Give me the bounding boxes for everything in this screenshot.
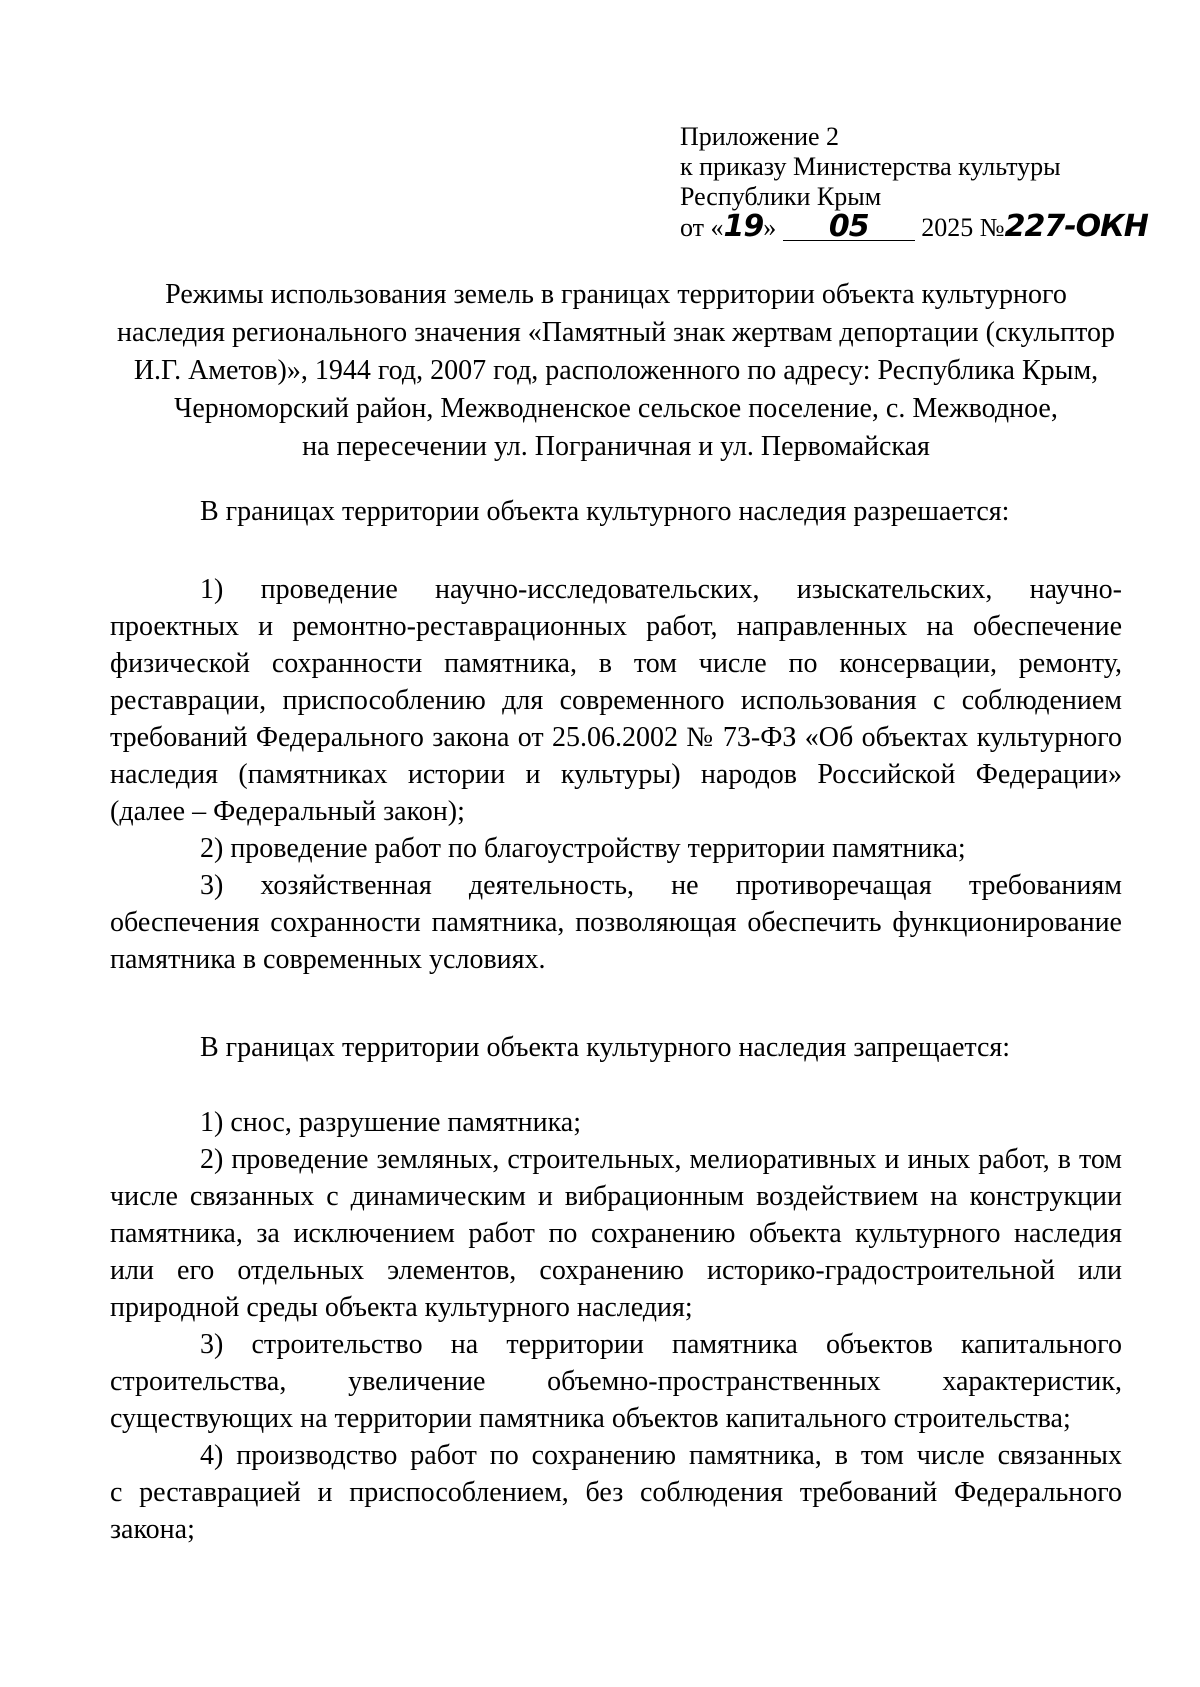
title-line: наследия регионального значения «Памятный знак жертвам депортации (скульптор xyxy=(117,317,1115,348)
document-title xyxy=(110,276,1122,466)
forbidden-item-4-line: с реставрацией и приспособлением, без соблюдения требований Федерального xyxy=(110,1477,1122,1508)
allowed-item-1-line: требований Федерального закона от 25.06.2002 № 73-ФЗ «Об объектах культурного xyxy=(110,722,1122,753)
date-day-handwritten: 19 xyxy=(723,209,764,244)
word: увеличение xyxy=(348,1366,486,1397)
title-line: И.Г. Аметов)», 1944 год, 2007 год, расположенного по адресу: Республика Крым, xyxy=(133,355,1099,386)
title-line: Режимы использования земель в границах территории объекта культурного xyxy=(165,279,1067,310)
word: проведение xyxy=(260,574,398,605)
word: изыскательских, xyxy=(796,574,993,605)
forbidden-list xyxy=(110,1104,1122,1548)
forbidden-item-3-second-line xyxy=(110,1363,1122,1400)
word: памятника xyxy=(672,1329,798,1360)
word: на xyxy=(450,1329,479,1360)
allowed-item-1-line: наследия (памятниках истории и культуры) народов Российской Федерации» xyxy=(110,759,1122,790)
allowed-item-1-line: реставрации, приспособлению для современного использования с соблюдением xyxy=(110,685,1122,716)
forbidden-heading: В границах территории объекта культурного наследия запрещается: xyxy=(200,1032,1011,1063)
order-number-handwritten: 227-ОКН xyxy=(1004,209,1148,244)
date-month-handwritten: 05 xyxy=(828,209,869,244)
forbidden-item-3-last: существующих на территории памятника объектов капитального строительства; xyxy=(110,1403,1071,1434)
forbidden-item-3-first-line xyxy=(110,1326,1122,1363)
word: деятельность, xyxy=(468,870,634,901)
word: капитального xyxy=(960,1329,1122,1360)
appendix-date-line xyxy=(680,209,1148,244)
forbidden-item-2-line: или его отдельных элементов, сохранению историко-градостроительной или xyxy=(110,1255,1122,1286)
allowed-list xyxy=(110,571,1122,978)
word: не xyxy=(671,870,699,901)
word: объектов xyxy=(826,1329,933,1360)
allowed-heading: В границах территории объекта культурного наследия разрешается: xyxy=(200,496,1010,527)
allowed-item-1-line: проектных и ремонтно-реставрационных работ, направленных на обеспечение xyxy=(110,611,1122,642)
word: характеристик, xyxy=(942,1366,1122,1397)
appendix-republic: Республики Крым xyxy=(680,182,882,211)
word: 1) xyxy=(200,574,224,605)
allowed-item-1-last: (далее – Федеральный закон); xyxy=(110,796,465,827)
forbidden-item-2-line: числе связанных с динамическим и вибрационным воздействием на конструкции xyxy=(110,1181,1122,1212)
date-prefix: от « xyxy=(680,213,724,242)
allowed-item-3-last: памятника в современных условиях. xyxy=(110,944,546,975)
title-line: на пересечении ул. Пограничная и ул. Первомайская xyxy=(302,431,930,462)
word: строительства, xyxy=(110,1366,287,1397)
date-year: 2025 № xyxy=(921,213,1005,242)
forbidden-item-1: 1) снос, разрушение памятника; xyxy=(200,1107,581,1138)
appendix-title: Приложение 2 xyxy=(680,122,840,151)
word: хозяйственная xyxy=(260,870,432,901)
allowed-item-3-first-line xyxy=(110,867,1122,904)
word: научно-исследовательских, xyxy=(435,574,760,605)
word: противоречащая xyxy=(735,870,932,901)
title-line: Черноморский район, Межводненское сельское поселение, с. Межводное, xyxy=(174,393,1058,424)
allowed-item-1-line: физической сохранности памятника, в том числе по консервации, ремонту, xyxy=(110,648,1122,679)
appendix-block xyxy=(680,122,1148,244)
forbidden-item-4-last: закона; xyxy=(110,1514,195,1545)
allowed-item-3-line: обеспечения сохранности памятника, позволяющая обеспечить функционирование xyxy=(110,907,1122,938)
word: 3) xyxy=(200,870,224,901)
word: научно- xyxy=(1029,574,1122,605)
date-month-field xyxy=(783,209,915,244)
forbidden-item-2-first: 2) проведение земляных, строительных, мелиоративных и иных работ, в том xyxy=(200,1144,1122,1175)
word: строительство xyxy=(251,1329,423,1360)
allowed-item-2: 2) проведение работ по благоустройству территории памятника; xyxy=(200,833,966,864)
word: 3) xyxy=(200,1329,224,1360)
allowed-item-1-first-line xyxy=(110,571,1122,608)
forbidden-item-2-line: памятника, за исключением работ по сохранению объекта культурного наследия xyxy=(110,1218,1122,1249)
word: требованиям xyxy=(968,870,1122,901)
word: территории xyxy=(506,1329,644,1360)
forbidden-item-2-last: природной среды объекта культурного наследия; xyxy=(110,1292,693,1323)
date-quote-close: » xyxy=(763,213,777,242)
forbidden-item-4-first: 4) производство работ по сохранению памятника, в том числе связанных xyxy=(200,1440,1122,1471)
word: объемно-пространственных xyxy=(547,1366,881,1397)
appendix-order-ref: к приказу Министерства культуры xyxy=(680,152,1061,181)
